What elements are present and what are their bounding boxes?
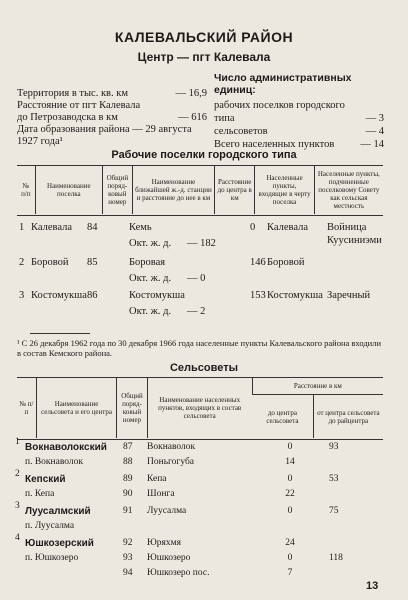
center-distance: 146 [250, 257, 266, 268]
station-name: Боровая [129, 257, 166, 268]
place-dist-district: 53 [329, 474, 339, 484]
included-place: Костомукша [267, 290, 323, 301]
distance-label-1: Расстояние от пгт Калевала [17, 100, 141, 111]
station-rail-dist: — 0 [187, 273, 206, 284]
councils-header-rule [17, 439, 383, 440]
ch-num: Общий поряд-ковый номер [117, 378, 147, 438]
wh-5: Населенные пункты, входящие в черту поселка [255, 166, 314, 214]
place-dist-center: 22 [285, 489, 295, 499]
district-info [17, 88, 207, 148]
council-number: 3 [15, 501, 20, 511]
ch-name: Наименование сельсовета и его центра [36, 378, 116, 438]
station-rail: Окт. ж. д. [129, 273, 172, 284]
place-num: 88 [123, 457, 133, 467]
place-name: Юряхмя [147, 538, 182, 548]
place-name: Поньгогуба [147, 457, 195, 467]
territory-label: Территория в тыс. кв. км [17, 88, 129, 99]
admin-row [214, 125, 384, 138]
councils-header [17, 378, 383, 438]
place-num: 94 [123, 568, 133, 578]
place-dist-center: 7 [287, 568, 293, 578]
settlement-name: Костомукша [31, 290, 87, 301]
wh-6: Населенные пункты, подчиненные поселковому Совету как сельская местность [314, 166, 383, 214]
council-name: Луусалмский [25, 506, 91, 517]
settlement-num: 86 [87, 290, 98, 301]
station-rail: Окт. ж. д. [129, 238, 172, 249]
council-center: п. Кепа [25, 489, 55, 499]
founded-year: 1927 года¹ [17, 136, 63, 147]
footnote-rule [30, 333, 90, 334]
place-dist-district: 75 [329, 506, 339, 516]
station-rail: Окт. ж. д. [129, 306, 172, 317]
place-dist-center: 0 [287, 442, 293, 452]
admin-row-label: Всего населенных пунктов [214, 139, 335, 150]
councils-heading: Сельсоветы [169, 362, 239, 374]
included-place: Калевала [267, 222, 308, 233]
subordinate-place: Заречный [327, 290, 371, 301]
settlement-num: 84 [87, 222, 98, 233]
place-name: Юшкозеро пос. [147, 568, 210, 578]
place-name: Юшкозеро [147, 553, 191, 563]
council-name: Юшкозерский [25, 538, 94, 549]
wh-4: Расстояние до центра в км [215, 166, 255, 214]
territory-value: — 16,9 [175, 88, 207, 99]
admin-row [214, 112, 384, 125]
admin-row-label: сельсоветов [214, 126, 268, 137]
council-center: п. Вокнаволок [25, 457, 83, 467]
place-dist-center: 0 [287, 553, 293, 563]
row-number: 1 [19, 222, 25, 233]
workers-header [17, 166, 383, 214]
place-num: 92 [123, 538, 133, 548]
admin-heading: Число административных единиц: [214, 72, 352, 96]
station-name: Кемь [129, 222, 152, 233]
place-dist-center: 14 [285, 457, 295, 467]
center-distance: 153 [250, 290, 266, 301]
settlement-num: 85 [87, 257, 98, 268]
council-name: Вокнаволокский [25, 442, 107, 453]
founded-date: Дата образования района — 29 августа [17, 124, 192, 135]
distance-label-2: до Петрозаводска в км [17, 112, 118, 123]
ch-places: Наименование населенных пунктов, входящих в состав сельсовета [147, 378, 252, 438]
admin-row-value: — 4 [365, 126, 384, 137]
station-name: Костомукша [129, 290, 185, 301]
ch-d2: от центра сельсовета до райцентра [313, 395, 383, 439]
place-num: 90 [123, 489, 133, 499]
settlement-name: Калевала [31, 222, 72, 233]
council-center: п. Юшкозеро [25, 553, 79, 563]
station-rail-dist: — 182 [187, 238, 216, 249]
place-name: Шонга [147, 489, 175, 499]
place-num: 89 [123, 474, 133, 484]
place-dist-center: 24 [285, 538, 295, 548]
settlement-name: Боровой [31, 257, 69, 268]
ch-d1: до центра сельсовета [266, 408, 299, 425]
place-num: 91 [123, 506, 133, 516]
ch-dist: Расстояние в км [252, 378, 383, 395]
admin-units [214, 72, 384, 151]
ch-n: № п/п [19, 400, 34, 416]
distance-value: — 616 [178, 112, 207, 123]
table-header-rule [17, 215, 383, 216]
council-number: 4 [15, 533, 20, 543]
center-distance: 0 [250, 222, 256, 233]
admin-row-label: рабочих поселков городского [214, 100, 345, 111]
place-dist-center: 0 [287, 506, 293, 516]
subordinate-place-2: Куусиниэми [327, 235, 382, 246]
place-num: 87 [123, 442, 133, 452]
workers-table [17, 222, 383, 322]
subordinate-place: Войница [327, 222, 367, 233]
footnote: ¹ С 26 декабря 1962 года по 30 декабря 1966 года населенные пункты Калевальского района входили в состав Кемского района. [17, 338, 381, 358]
row-number: 2 [19, 257, 25, 268]
page-subtitle: Центр — пгт Калевала [137, 50, 271, 64]
wh-0: № п/п [21, 182, 31, 198]
council-name: Кепский [25, 474, 66, 485]
place-name: Вокнаволок [147, 442, 196, 452]
included-place: Боровой [267, 257, 305, 268]
row-number: 3 [19, 290, 25, 301]
place-dist-district: 118 [329, 553, 343, 563]
admin-row-value: — 14 [360, 139, 384, 150]
place-name: Кепа [147, 474, 167, 484]
place-num: 93 [123, 553, 133, 563]
admin-row-label: типа [214, 113, 235, 124]
place-name: Луусалма [147, 506, 187, 516]
page-number: 13 [366, 580, 379, 592]
station-rail-dist: — 2 [187, 306, 206, 317]
admin-row [214, 99, 384, 112]
place-dist-center: 0 [287, 474, 293, 484]
workers-heading: Рабочие поселки городского типа [111, 149, 297, 161]
wh-3: Наименование ближайшей ж.-д. станции и расстояние до нее в км [132, 166, 214, 214]
wh-2: Общий поряд-ковый номер [102, 166, 132, 214]
council-number: 1 [15, 437, 20, 447]
place-dist-district: 93 [329, 442, 339, 452]
council-center: п. Луусалма [25, 521, 75, 531]
page-title: КАЛЕВАЛЬСКИЙ РАЙОН [114, 29, 294, 45]
council-number: 2 [15, 469, 20, 479]
wh-1: Наименование поселка [35, 166, 102, 214]
admin-row-value: — 3 [365, 113, 384, 124]
